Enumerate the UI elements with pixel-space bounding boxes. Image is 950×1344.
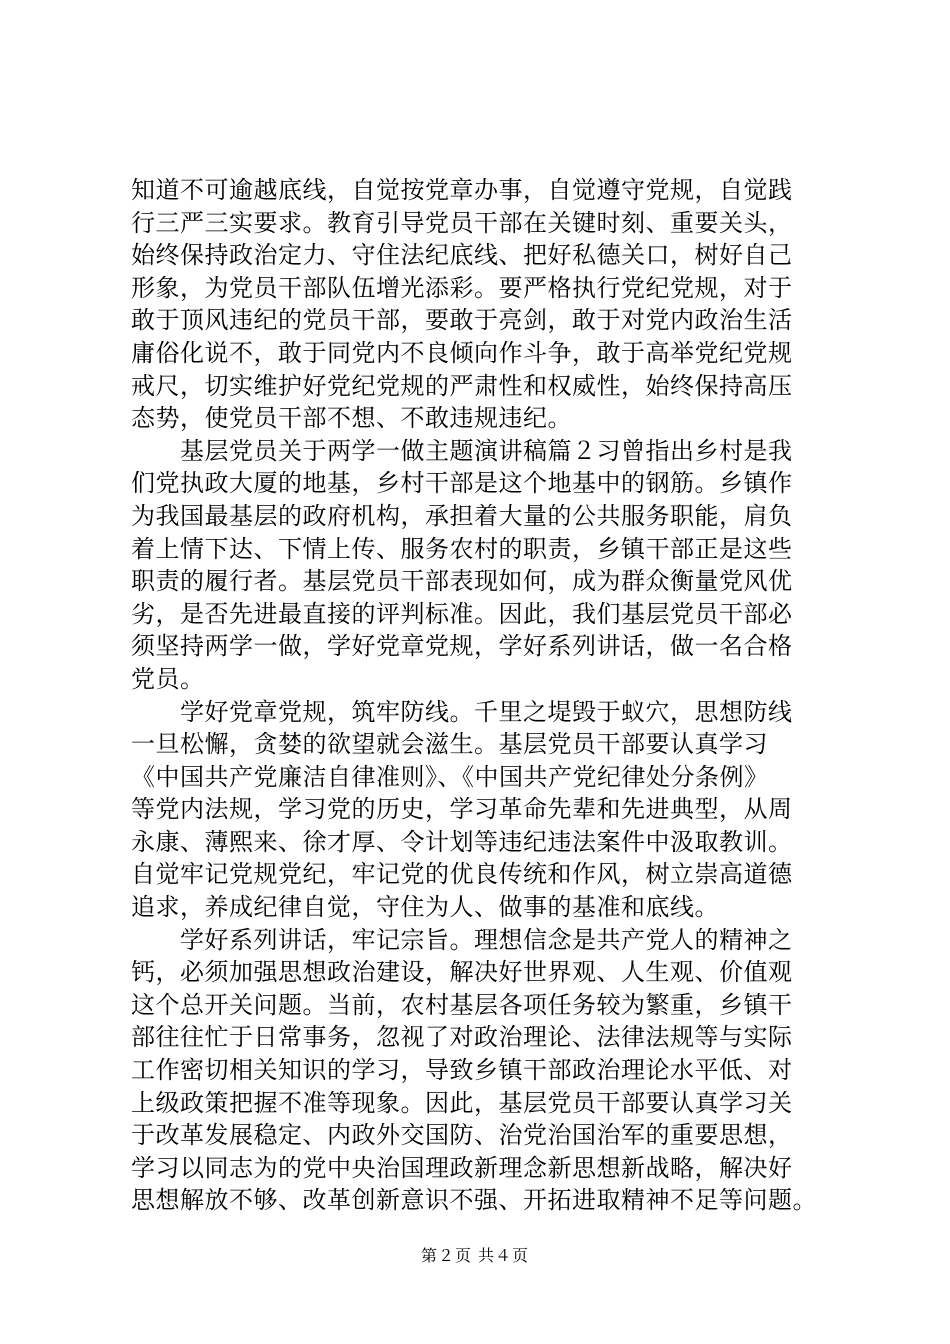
text-line: 态势，使党员干部不想、不敢违规违纪。 bbox=[131, 404, 572, 433]
text-line: 学好党章党规，筑牢防线。千里之堤毁于蚁穴，思想防线 bbox=[131, 697, 793, 726]
text-line: 《中国共产党廉洁自律准则》、《中国共产党纪律处分条例》 bbox=[131, 762, 769, 791]
text-line: 学好系列讲话，牢记宗旨。理想信念是共产党人的精神之 bbox=[131, 925, 793, 954]
text-line: 永康、薄熙来、徐才厚、令计划等违纪违法案件中汲取教训。 bbox=[131, 827, 793, 856]
text-line: 们党执政大厦的地基，乡村干部是这个地基中的钢筋。乡镇作 bbox=[131, 469, 793, 498]
text-line: 追求，养成纪律自觉，守住为人、做事的基准和底线。 bbox=[131, 893, 719, 922]
text-line: 思想解放不够、改革创新意识不强、开拓进取精神不足等问题。 bbox=[131, 1186, 817, 1215]
text-line: 等党内法规，学习党的历史，学习革命先辈和先进典型，从周 bbox=[131, 795, 793, 824]
text-line: 基层党员关于两学一做主题演讲稿篇２习曾指出乡村是我 bbox=[131, 436, 793, 465]
text-line: 须坚持两学一做，学好党章党规，学好系列讲话，做一名合格 bbox=[131, 632, 793, 661]
text-line: 于改革发展稳定、内政外交国防、治党治国治军的重要思想， bbox=[131, 1121, 793, 1150]
text-line: 知道不可逾越底线，自觉按党章办事，自觉遵守党规，自觉践 bbox=[131, 176, 793, 204]
text-line: 部往往忙于日常事务，忽视了对政治理论、法律法规等与实际 bbox=[131, 1023, 793, 1052]
text-line: 庸俗化说不，敢于同党内不良倾向作斗争，敢于高举党纪党规 bbox=[131, 338, 793, 367]
text-line: 学习以同志为的党中央治国理政新理念新思想新战略，解决好 bbox=[131, 1153, 793, 1182]
text-line: 自觉牢记党规党纪，牢记党的优良传统和作风，树立崇高道德 bbox=[131, 860, 793, 889]
text-line: 上级政策把握不准等现象。因此，基层党员干部要认真学习关 bbox=[131, 1088, 793, 1117]
text-line: 这个总开关问题。当前，农村基层各项任务较为繁重，乡镇干 bbox=[131, 990, 793, 1019]
body-text bbox=[131, 174, 831, 1217]
text-line: 为我国最基层的政府机构，承担着大量的公共服务职能，肩负 bbox=[131, 501, 793, 530]
text-line: 形象，为党员干部队伍增光添彩。要严格执行党纪党规，对于 bbox=[131, 273, 793, 302]
text-line: 始终保持政治定力、守住法纪底线、把好私德关口，树好自己 bbox=[131, 241, 793, 270]
text-line: 一旦松懈，贪婪的欲望就会滋生。基层党员干部要认真学习 bbox=[131, 730, 768, 759]
text-line: 戒尺，切实维护好党纪党规的严肃性和权威性，始终保持高压 bbox=[131, 371, 793, 400]
text-line: 行三严三实要求。教育引导党员干部在关键时刻、重要关头， bbox=[131, 208, 793, 237]
text-line: 职责的履行者。基层党员干部表现如何，成为群众衡量党风优 bbox=[131, 567, 793, 596]
text-line: 工作密切相关知识的学习，导致乡镇干部政治理论水平低、对 bbox=[131, 1056, 793, 1085]
page-number-footer: 第２页 共４页 bbox=[420, 1246, 530, 1265]
text-line: 着上情下达、下情上传、服务农村的职责，乡镇干部正是这些 bbox=[131, 534, 793, 563]
text-line: 钙，必须加强思想政治建设，解决好世界观、人生观、价值观 bbox=[131, 958, 793, 987]
text-line: 劣，是否先进最直接的评判标准。因此，我们基层党员干部必 bbox=[131, 599, 793, 628]
text-line: 党员。 bbox=[131, 664, 205, 693]
text-line: 敢于顶风违纪的党员干部，要敢于亮剑，敢于对党内政治生活 bbox=[131, 306, 793, 335]
